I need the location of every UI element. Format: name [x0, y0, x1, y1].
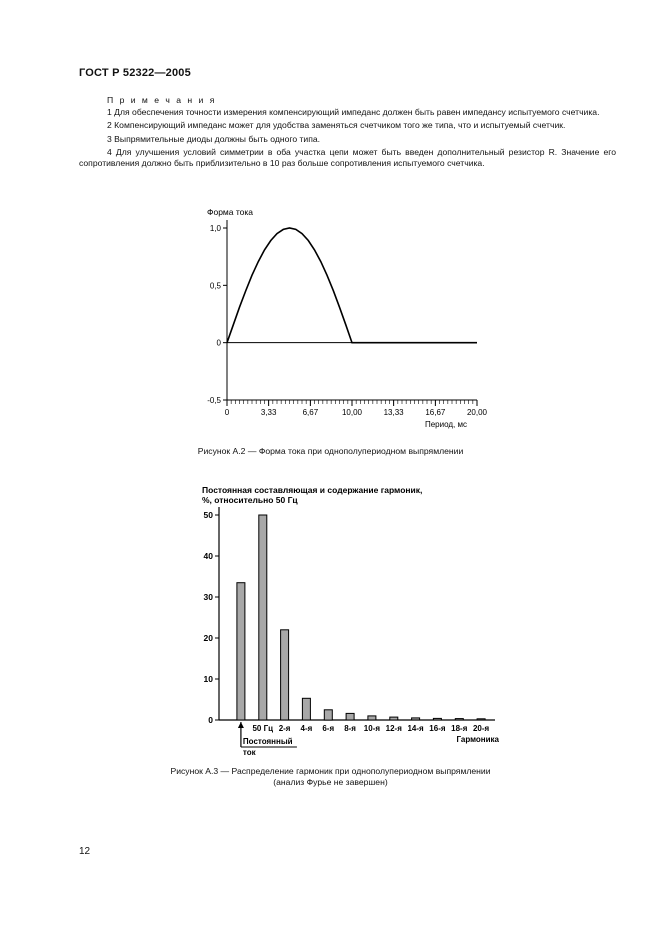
harmonic-bar: [368, 716, 376, 720]
y-tick-label: 10: [203, 674, 213, 684]
note-item: 2 Компенсирующий импеданс может для удобства заменяться счетчиком того же типа, что и испытуемый счетчик.: [107, 120, 566, 131]
x-tick-label: 20,00: [466, 408, 488, 417]
harmonic-bar: [259, 515, 267, 720]
x-tick-label: 6,67: [302, 408, 319, 417]
document-header: ГОСТ Р 52322—2005: [79, 67, 191, 79]
dc-label-line1: Постоянный: [242, 737, 293, 746]
x-tick-label: 50 Гц: [252, 724, 274, 733]
harmonic-bar: [281, 630, 289, 720]
x-tick-label: 12-я: [385, 724, 402, 733]
notes-section: [79, 95, 616, 171]
figure-a2-chart: [195, 203, 495, 438]
notes-title: П р и м е ч а н и я: [107, 95, 217, 105]
note-item: 4 Для улучшения условий симметрии в оба участка цепи может быть введен дополнительный резистор R. Значение его сопротивления должно быть приблизительно в 10 раз больше сопротивления испытуемого счетчика.: [79, 146, 616, 169]
figure-a3-caption-line2: (анализ Фурье не завершен): [273, 777, 388, 787]
harmonic-bar: [477, 719, 485, 720]
dc-pointer-arrow-icon: [238, 722, 244, 728]
x-axis-title: Гармоника: [456, 735, 499, 744]
page-number: 12: [79, 846, 91, 857]
dc-label-line2: ток: [242, 748, 256, 755]
chart-title-line2: %, относительно 50 Гц: [202, 495, 298, 505]
x-tick-label: 18-я: [451, 724, 468, 733]
harmonic-bar: [324, 710, 332, 720]
x-axis-title: Период, мс: [424, 420, 467, 429]
figure-a2-caption: Рисунок А.2 — Форма тока при однополупериодном выпрямлении: [197, 446, 464, 456]
y-tick-label: 0: [208, 715, 213, 725]
y-tick-label: 1,0: [209, 224, 221, 233]
x-tick-label: 16,67: [425, 408, 446, 417]
x-tick-label: 8-я: [344, 724, 356, 733]
x-tick-label: 3,33: [260, 408, 277, 417]
x-tick-label: 14-я: [407, 724, 424, 733]
x-tick-label: 10-я: [363, 724, 381, 733]
y-tick-label: 30: [203, 592, 213, 602]
harmonic-bar: [346, 713, 354, 720]
x-tick-label: 10,00: [341, 408, 363, 417]
x-tick-label: 6-я: [322, 724, 335, 733]
x-tick-label: 20-я: [472, 724, 490, 733]
y-tick-label: 40: [203, 551, 213, 561]
y-axis-title: Форма тока: [207, 207, 254, 217]
harmonic-bar: [237, 583, 245, 720]
harmonic-bar: [302, 698, 310, 720]
harmonic-bar: [412, 718, 420, 720]
x-tick-label: 4-я: [300, 724, 313, 733]
chart-title-line1: Постоянная составляющая и содержание гармоник,: [202, 485, 423, 495]
y-tick-label: -0,5: [207, 396, 221, 405]
y-tick-label: 0,5: [209, 281, 221, 291]
harmonic-bar: [433, 718, 441, 720]
note-item: 3 Выпрямительные диоды должны быть одного типа.: [107, 133, 321, 144]
y-tick-label: 0: [216, 338, 221, 348]
y-tick-label: 20: [203, 633, 213, 643]
x-tick-label: 0: [224, 408, 230, 417]
harmonic-bar: [390, 717, 398, 720]
x-tick-label: 2-я: [278, 724, 291, 733]
figure-a3-chart: [195, 480, 505, 755]
x-tick-label: 16-я: [429, 724, 446, 733]
x-tick-label: 13,33: [383, 408, 404, 417]
harmonic-bar: [455, 719, 463, 720]
note-item: 1 Для обеспечения точности измерения компенсирующий импеданс должен быть равен импедансу испытуемого счетчика.: [107, 107, 600, 118]
waveform-series: [227, 228, 477, 343]
figure-a3-caption-line1: Рисунок А.3 — Распределение гармоник при однополупериодном выпрямлении: [170, 766, 491, 776]
y-tick-label: 50: [203, 510, 213, 520]
